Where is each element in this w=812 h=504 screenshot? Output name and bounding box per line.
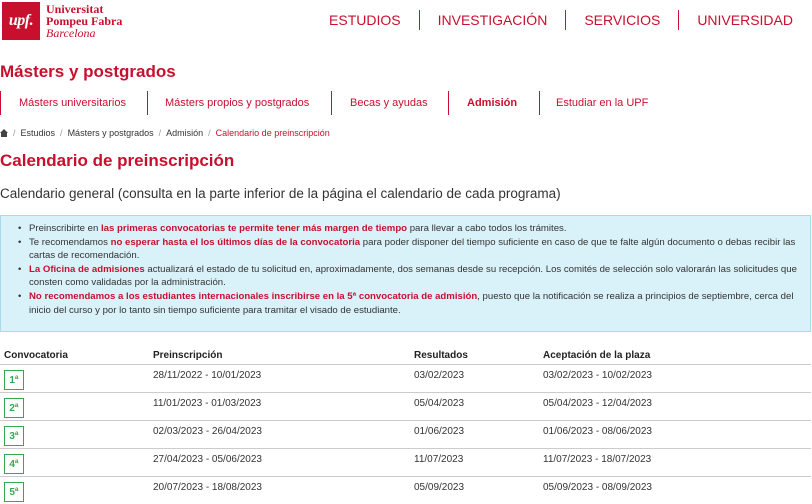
col-resultados: Resultados — [414, 350, 468, 361]
subnav-masters-propios[interactable]: Másters propios y postgrados — [147, 91, 331, 115]
info-list — [1, 216, 810, 317]
subnav-admision[interactable]: Admisión — [448, 91, 539, 115]
logo-line-2: Pompeu Fabra — [46, 14, 123, 28]
upf-logo-text[interactable] — [46, 3, 122, 39]
upf-logo-mark[interactable]: upf. — [2, 2, 40, 40]
resultados-date: 05/04/2023 — [414, 398, 465, 409]
col-preinscripcion: Preinscripción — [153, 350, 223, 361]
breadcrumb-separator: / — [13, 128, 16, 138]
col-convocatoria: Convocatoria — [4, 350, 68, 361]
table-row — [0, 393, 811, 421]
nav-universidad[interactable]: UNIVERSIDAD — [678, 10, 812, 30]
resultados-date: 11/07/2023 — [414, 454, 464, 465]
convocatoria-badge[interactable]: 1ª — [4, 370, 24, 390]
aceptacion-dates: 05/09/2023 - 08/09/2023 — [543, 482, 652, 493]
convocatoria-badge[interactable]: 5ª — [4, 482, 24, 502]
convocatoria-badge[interactable]: 4ª — [4, 454, 24, 474]
info-item: • No recomendamos a los estudiantes internacionales inscribirse en la 5ª convocatoria de admisión, puesto que la notificación se realiza a principios de septiembre, cerca del inicio del curso y por lo tanto sin tiempo suficiente para tramitar el visado de estudiante. — [11, 290, 804, 317]
preinscripcion-dates: 28/11/2022 - 10/01/2023 — [153, 370, 262, 381]
site-header — [0, 0, 812, 44]
home-icon[interactable] — [0, 129, 8, 137]
preinscripcion-dates: 20/07/2023 - 18/08/2023 — [153, 482, 262, 493]
logo-line-3: Barcelona — [46, 26, 96, 40]
page-title: Calendario de preinscripción — [0, 151, 235, 170]
subnav-masters-universitarios[interactable]: Másters universitarios — [0, 91, 147, 115]
info-item: • La Oficina de admisiones actualizará el estado de tu solicitud en, aproximadamente, dos semanas desde su recepción. Los comités de selección solo valorarán las solicitudes que consten como validadas por la administración. — [11, 263, 804, 290]
intro-text: Calendario general (consulta en la parte inferior de la página el calendario de cada programa) — [0, 186, 561, 201]
resultados-date: 05/09/2023 — [414, 482, 465, 493]
preinscripcion-dates: 11/01/2023 - 01/03/2023 — [153, 398, 262, 409]
section-title[interactable]: Másters y postgrados — [0, 62, 176, 81]
convocatoria-badge[interactable]: 2ª — [4, 398, 24, 418]
breadcrumb-current: Calendario de preinscripción — [215, 128, 330, 138]
info-notice-box — [0, 215, 811, 332]
breadcrumb-separator: / — [60, 128, 63, 138]
preinscripcion-dates: 27/04/2023 - 05/06/2023 — [153, 454, 262, 465]
breadcrumb-admision[interactable]: Admisión — [166, 128, 204, 138]
aceptacion-dates: 11/07/2023 - 18/07/2023 — [543, 454, 652, 465]
calendar-table — [0, 347, 811, 504]
table-row — [0, 449, 811, 477]
breadcrumb-separator: / — [158, 128, 162, 138]
subnav-becas[interactable]: Becas y ayudas — [331, 91, 448, 115]
main-nav — [311, 10, 812, 30]
table-row — [0, 421, 811, 449]
nav-investigacion[interactable]: INVESTIGACIÓN — [419, 10, 566, 30]
resultados-date: 01/06/2023 — [414, 426, 465, 437]
logo-line-1: Universitat — [46, 2, 104, 16]
table-row — [0, 477, 811, 504]
convocatoria-badge[interactable]: 3ª — [4, 426, 24, 446]
col-aceptacion: Aceptación de la plaza — [543, 350, 651, 361]
aceptacion-dates: 05/04/2023 - 12/04/2023 — [543, 398, 652, 409]
breadcrumb-estudios[interactable]: Estudios — [20, 128, 56, 138]
aceptacion-dates: 01/06/2023 - 08/06/2023 — [543, 426, 652, 437]
table-row — [0, 365, 811, 393]
nav-estudios[interactable]: ESTUDIOS — [329, 12, 401, 28]
aceptacion-dates: 03/02/2023 - 10/02/2023 — [543, 370, 652, 381]
preinscripcion-dates: 02/03/2023 - 26/04/2023 — [153, 426, 262, 437]
section-subnav — [0, 91, 669, 115]
table-header — [0, 347, 811, 365]
breadcrumb-masters[interactable]: Másters y postgrados — [67, 128, 154, 138]
info-item: • Te recomendamos no esperar hasta el los últimos días de la convocatoria para poder disponer del tiempo suficiente en caso de que te falte algún documento o debas recibir las cartas de recomendación. — [11, 236, 804, 263]
info-item: • Preinscribirte en las primeras convocatorias te permite tener más margen de tiempo para llevar a cabo todos los trámites. — [11, 222, 804, 236]
breadcrumb — [0, 128, 330, 138]
breadcrumb-separator: / — [208, 128, 211, 138]
nav-servicios[interactable]: SERVICIOS — [565, 10, 678, 30]
resultados-date: 03/02/2023 — [414, 370, 465, 381]
subnav-estudiar-upf[interactable]: Estudiar en la UPF — [539, 91, 669, 115]
